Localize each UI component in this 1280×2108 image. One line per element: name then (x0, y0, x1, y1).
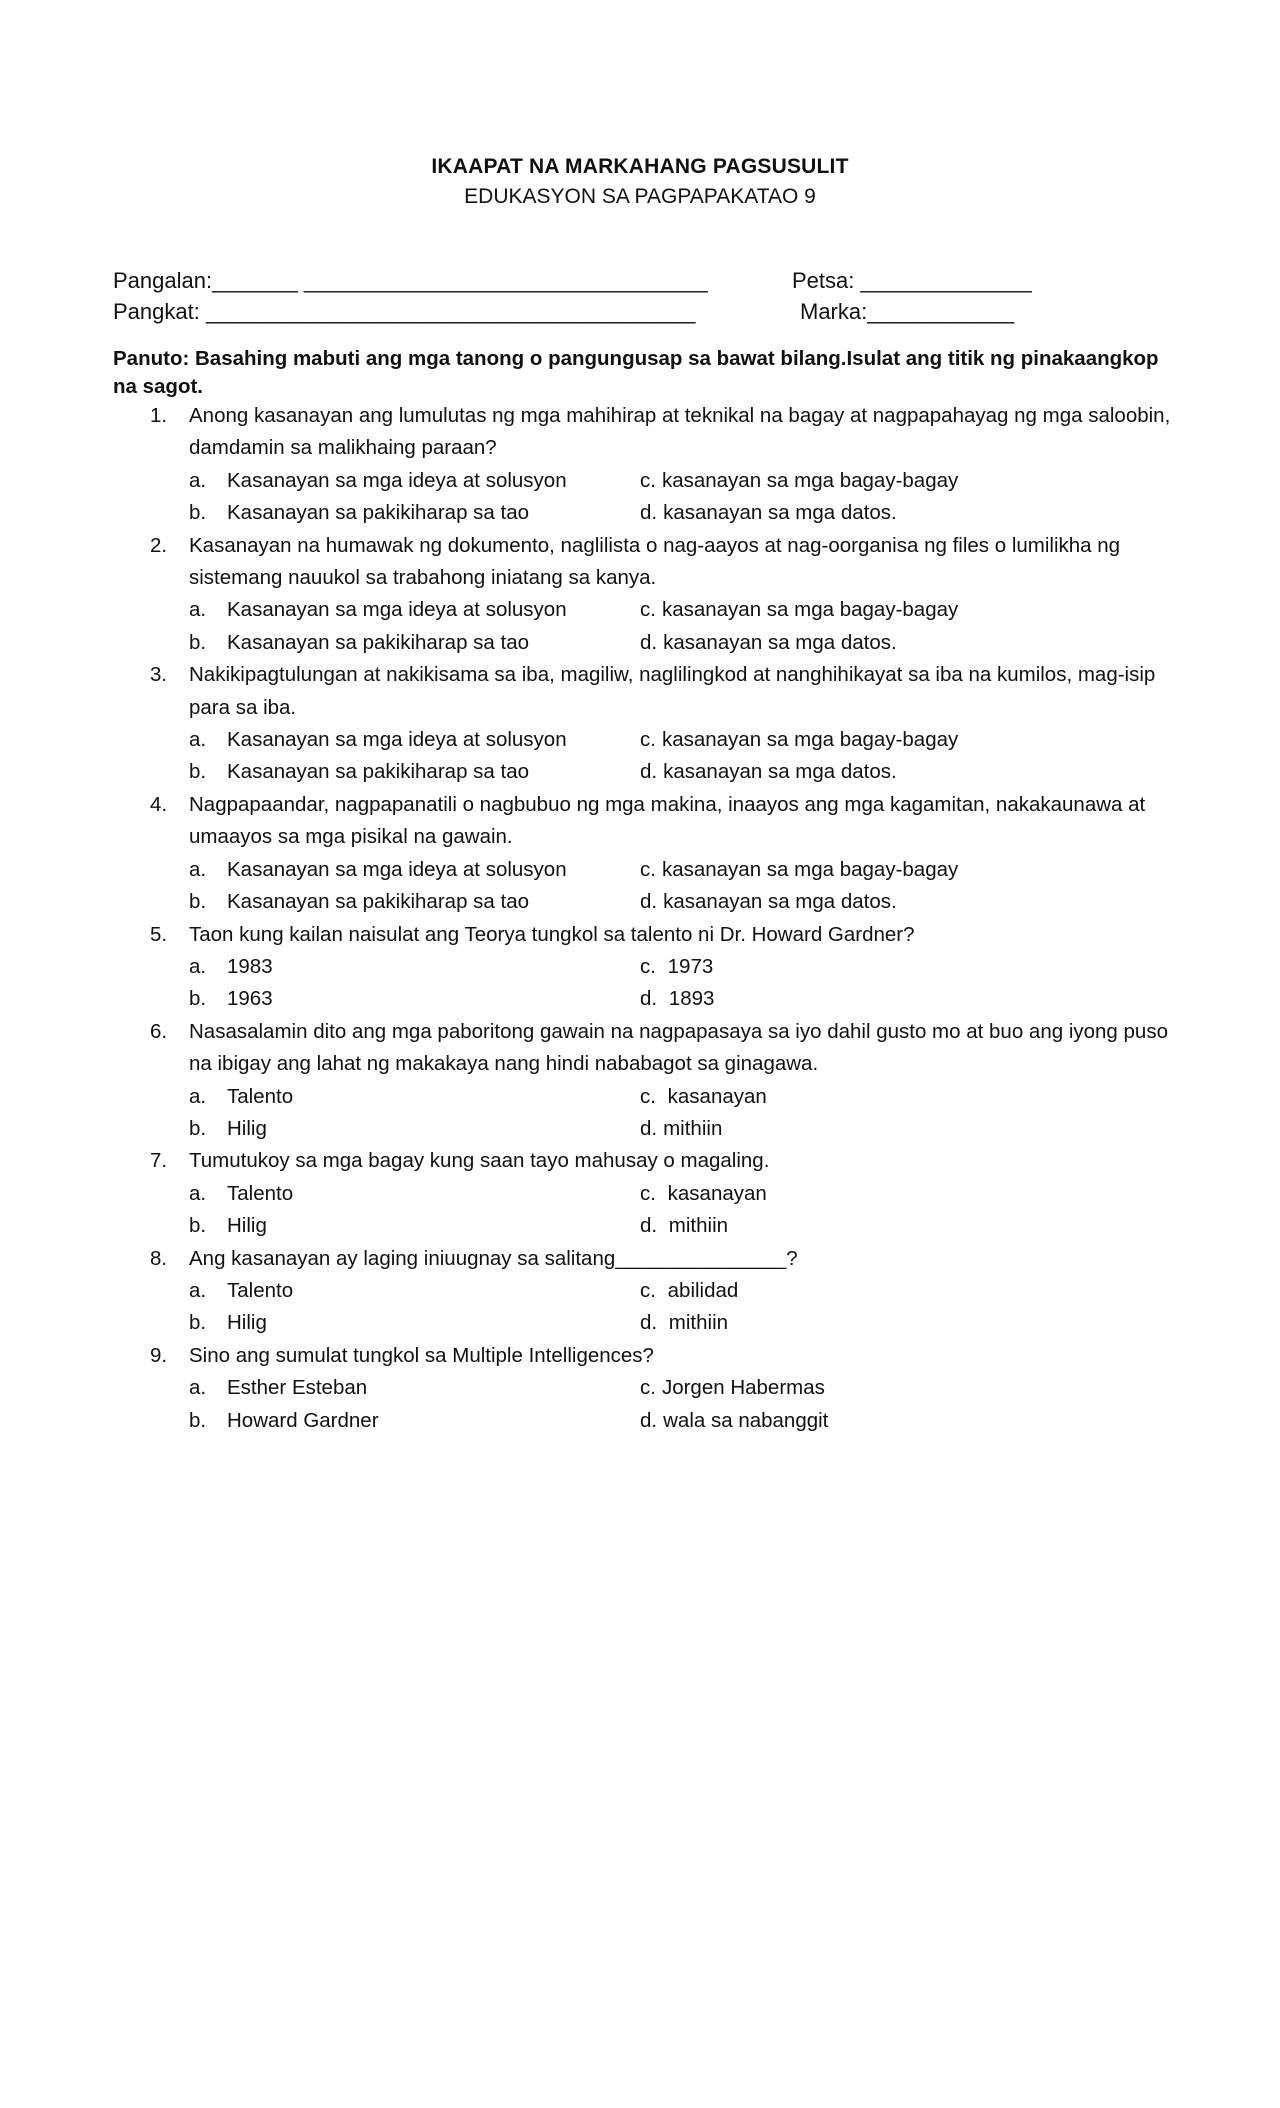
choice-text: kasanayan sa mga datos. (663, 890, 897, 914)
choice-letter: c. (640, 1376, 656, 1400)
choice-a (189, 724, 640, 756)
choice-letter: b. (189, 501, 207, 525)
choice-grid (189, 594, 1173, 659)
question-item (113, 530, 1173, 660)
choice-text: kasanayan (661, 1181, 767, 1205)
choice-c (640, 951, 1173, 983)
choice-letter: c. (640, 598, 656, 622)
choice-text: kasanayan (661, 1084, 767, 1108)
choice-a (189, 594, 640, 626)
choice-b (189, 497, 640, 529)
choice-a (189, 1372, 640, 1404)
choice-letter: d. (640, 987, 658, 1011)
exam-subtitle: EDUKASYON SA PAGPAPAKATAO 9 (464, 185, 816, 208)
choice-a (189, 1178, 640, 1210)
choice-text: mithiin (663, 1311, 729, 1335)
choice-text: wala sa nabanggit (663, 1408, 829, 1432)
choice-letter: d. (640, 890, 658, 914)
choice-letter: a. (189, 1181, 207, 1205)
choice-b (189, 1113, 640, 1145)
choice-c (640, 854, 1173, 886)
choice-c (640, 1275, 1173, 1307)
choice-letter: a. (189, 1084, 207, 1108)
choice-letter: a. (189, 857, 207, 881)
choice-text: kasanayan sa mga bagay-bagay (661, 728, 959, 752)
question-number: 6. (150, 1019, 168, 1043)
choice-letter: c. (640, 1084, 656, 1108)
question-text: Anong kasanayan ang lumulutas ng mga mahihirap at teknikal na bagay at nagpapahayag ng mga saloobin, damdamin sa malikhaing paraan? (189, 404, 1171, 460)
choice-text: 1973 (661, 954, 714, 978)
choice-letter: c. (640, 954, 656, 978)
choice-letter: a. (189, 1376, 207, 1400)
choice-text: Talento (227, 1084, 294, 1108)
choice-grid (189, 465, 1173, 530)
choice-d (640, 627, 1173, 659)
choice-text: abilidad (661, 1278, 739, 1302)
choice-grid (189, 1372, 1173, 1437)
choice-letter: b. (189, 890, 207, 914)
choice-letter: c. (640, 1181, 656, 1205)
choice-text: Hilig (227, 1214, 267, 1238)
choice-text: 1983 (227, 954, 273, 978)
question-item (113, 1243, 1173, 1340)
question-item (113, 919, 1173, 1016)
question-number: 1. (150, 404, 168, 427)
choice-text: Kasanayan sa mga ideya at solusyon (227, 728, 567, 752)
choice-letter: c. (640, 857, 656, 881)
choice-d (640, 1307, 1173, 1339)
question-list (113, 400, 1173, 1437)
choice-c (640, 594, 1173, 626)
choice-d (640, 1113, 1173, 1145)
choice-text: Kasanayan sa mga ideya at solusyon (227, 598, 567, 622)
choice-text: Howard Gardner (227, 1408, 379, 1432)
question-item (113, 1145, 1173, 1242)
question-text: Nasasalamin dito ang mga paboritong gawain na nagpapasaya sa iyo dahil gusto mo at buo ang iyong puso na ibigay ang lahat ng makakaya nang hindi nababagot sa ginagawa. (189, 1019, 1168, 1076)
choice-text: mithiin (663, 1214, 729, 1238)
choice-text: Kasanayan sa pakikiharap sa tao (227, 760, 530, 784)
choice-text: kasanayan sa mga datos. (663, 760, 897, 784)
choice-letter: b. (189, 1311, 207, 1335)
choice-a (189, 1275, 640, 1307)
choice-text: Kasanayan sa pakikiharap sa tao (227, 501, 530, 525)
question-number: 5. (150, 922, 168, 946)
question-item (113, 400, 1173, 530)
choice-c (640, 1178, 1173, 1210)
choice-d (640, 886, 1173, 918)
choice-grid (189, 1178, 1173, 1243)
exam-title: IKAAPAT NA MARKAHANG PAGSUSULIT (431, 155, 849, 178)
choice-text: Talento (227, 1278, 294, 1302)
score-field: Marka:____________ (800, 299, 1015, 324)
choice-d (640, 1210, 1173, 1242)
question-text: Tumutukoy sa mga bagay kung saan tayo mahusay o magaling. (189, 1149, 770, 1173)
choice-c (640, 724, 1173, 756)
choice-letter: a. (189, 598, 207, 622)
choice-b (189, 1307, 640, 1339)
choice-b (189, 756, 640, 788)
choice-d (640, 756, 1173, 788)
choice-text: Kasanayan sa mga ideya at solusyon (227, 857, 567, 881)
choice-grid (189, 1081, 1173, 1146)
choice-c (640, 1372, 1173, 1404)
choice-letter: d. (640, 1408, 658, 1432)
question-number: 7. (150, 1149, 168, 1173)
choice-c (640, 1081, 1173, 1113)
choice-text: Talento (227, 1181, 294, 1205)
choice-letter: d. (640, 1311, 658, 1335)
question-item (113, 1340, 1173, 1437)
choice-text: Esther Esteban (227, 1376, 368, 1400)
choice-letter: a. (189, 728, 207, 752)
choice-d (640, 983, 1173, 1015)
choice-letter: d. (640, 760, 658, 784)
choice-d (640, 497, 1173, 529)
choice-letter: a. (189, 954, 207, 978)
choice-text: kasanayan sa mga bagay-bagay (661, 468, 959, 492)
question-item (113, 789, 1173, 919)
choice-text: Hilig (227, 1116, 267, 1140)
choice-b (189, 886, 640, 918)
question-item (113, 659, 1173, 789)
choice-grid (189, 1275, 1173, 1340)
choice-grid (189, 724, 1173, 789)
choice-letter: b. (189, 1214, 207, 1238)
choice-text: kasanayan sa mga bagay-bagay (661, 857, 959, 881)
question-text: Nagpapaandar, nagpapanatili o nagbubuo ng mga makina, inaayos ang mga kagamitan, nakakaunawa at umaayos sa mga pisikal na gawain. (189, 792, 1146, 849)
section-field: Pangkat: ________________________________________ (113, 299, 696, 324)
question-number: 4. (150, 792, 168, 816)
choice-letter: c. (640, 728, 656, 752)
choice-letter: d. (640, 1116, 658, 1140)
choice-text: kasanayan sa mga datos. (663, 630, 897, 654)
choice-text: Hilig (227, 1311, 267, 1335)
choice-a (189, 1081, 640, 1113)
choice-letter: b. (189, 1408, 207, 1432)
choice-letter: d. (640, 630, 658, 654)
choice-b (189, 627, 640, 659)
question-text: Sino ang sumulat tungkol sa Multiple Intelligences? (189, 1343, 654, 1367)
choice-b (189, 983, 640, 1015)
question-number: 9. (150, 1343, 168, 1367)
choice-a (189, 854, 640, 886)
choice-letter: c. (640, 1278, 656, 1302)
choice-letter: a. (189, 1278, 207, 1302)
choice-letter: b. (189, 630, 207, 654)
question-number: 8. (150, 1246, 168, 1270)
choice-text: Kasanayan sa pakikiharap sa tao (227, 630, 530, 654)
choice-c (640, 465, 1173, 497)
choice-b (189, 1210, 640, 1242)
date-field: Petsa: ______________ (792, 268, 1032, 293)
choice-text: 1963 (227, 987, 273, 1011)
choice-text: 1893 (663, 987, 715, 1011)
choice-text: kasanayan sa mga datos. (663, 501, 897, 525)
choice-letter: b. (189, 987, 207, 1011)
choice-letter: a. (189, 468, 207, 492)
choice-letter: b. (189, 760, 207, 784)
choice-letter: d. (640, 501, 658, 525)
choice-letter: c. (640, 468, 656, 492)
question-text: Taon kung kailan naisulat ang Teorya tungkol sa talento ni Dr. Howard Gardner? (189, 922, 915, 946)
choice-grid (189, 951, 1173, 1016)
question-text: Nakikipagtulungan at nakikisama sa iba, magiliw, naglilingkod at nanghihikayat sa iba na kumilos, mag-isip para sa iba. (189, 663, 1156, 719)
choice-text: kasanayan sa mga bagay-bagay (661, 598, 959, 622)
choice-d (640, 1405, 1173, 1437)
choice-a (189, 951, 640, 983)
choice-a (189, 465, 640, 497)
choice-letter: b. (189, 1116, 207, 1140)
choice-text: Kasanayan sa mga ideya at solusyon (227, 468, 567, 492)
choice-text: Jorgen Habermas (661, 1376, 825, 1400)
choice-grid (189, 854, 1173, 919)
question-item (113, 1016, 1173, 1146)
question-number: 3. (150, 663, 168, 687)
question-text: Ang kasanayan ay laging iniuugnay sa salitang_______________? (189, 1246, 798, 1270)
question-text: Kasanayan na humawak ng dokumento, naglilista o nag-aayos at nag-oorganisa ng files o lumilikha ng sistemang nauukol sa trabahong iniatang sa kanya. (189, 533, 1121, 590)
choice-text: mithiin (663, 1116, 723, 1140)
instructions: Panuto: Basahing mabuti ang mga tanong o pangungusap sa bawat bilang.Isulat ang titik ng pinakaangkop na sagot. (113, 347, 1159, 398)
choice-text: Kasanayan sa pakikiharap sa tao (227, 890, 530, 914)
choice-b (189, 1405, 640, 1437)
choice-letter: d. (640, 1214, 658, 1238)
name-field: Pangalan:_______ _________________________________ (113, 268, 708, 293)
question-number: 2. (150, 533, 168, 557)
